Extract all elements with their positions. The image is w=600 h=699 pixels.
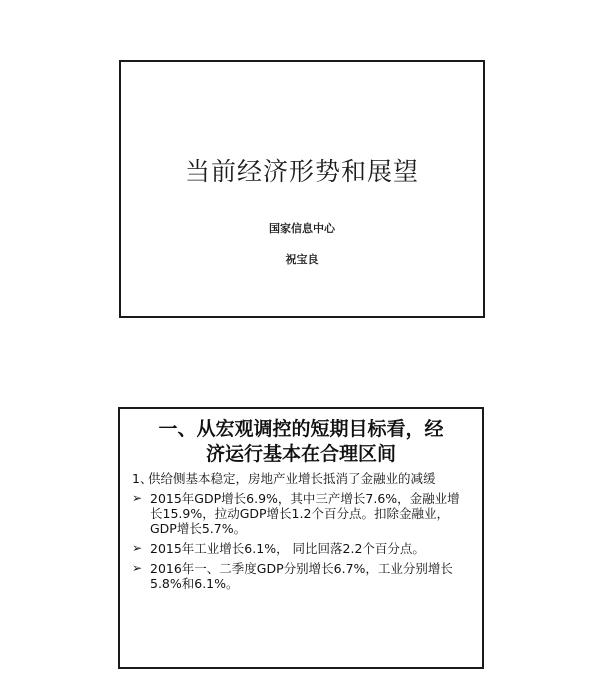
list-item-text: 2016年一、二季度GDP分别增长6.7%，工业分别增长5.8%和6.1%。 <box>150 561 453 591</box>
arrow-bullet-icon: ➢ <box>132 541 143 555</box>
list-number: 1、 <box>132 471 153 486</box>
slide-2-body <box>132 471 472 596</box>
list-item-text: 2015年工业增长6.1%， 同比回落2.2个百分点。 <box>150 541 425 556</box>
slide-1-title: 当前经济形势和展望 <box>184 157 419 186</box>
arrow-bullet-icon: ➢ <box>132 561 143 575</box>
slide-2-heading-line-1: 一、从宏观调控的短期目标看，经 <box>158 418 444 440</box>
list-item <box>132 471 472 486</box>
list-item-text: 2015年GDP增长6.9%，其中三产增长7.6%，金融业增长15.9%，拉动GDP增长1.2个百分点。扣除金融业，GDP增长5.7%。 <box>150 491 460 536</box>
list-item <box>132 491 472 536</box>
slide-2-heading <box>130 417 472 467</box>
slide-1-author: 祝宝良 <box>285 253 319 266</box>
slide-1-organization: 国家信息中心 <box>269 222 335 235</box>
slide-1 <box>119 60 485 318</box>
list-item-text: 供给侧基本稳定，房地产业增长抵消了金融业的减缓 <box>148 471 436 486</box>
slide-2 <box>118 407 484 669</box>
slide-2-heading-line-2: 济运行基本在合理区间 <box>205 443 396 465</box>
list-item <box>132 541 472 556</box>
arrow-bullet-icon: ➢ <box>132 491 143 505</box>
list-item <box>132 561 472 591</box>
